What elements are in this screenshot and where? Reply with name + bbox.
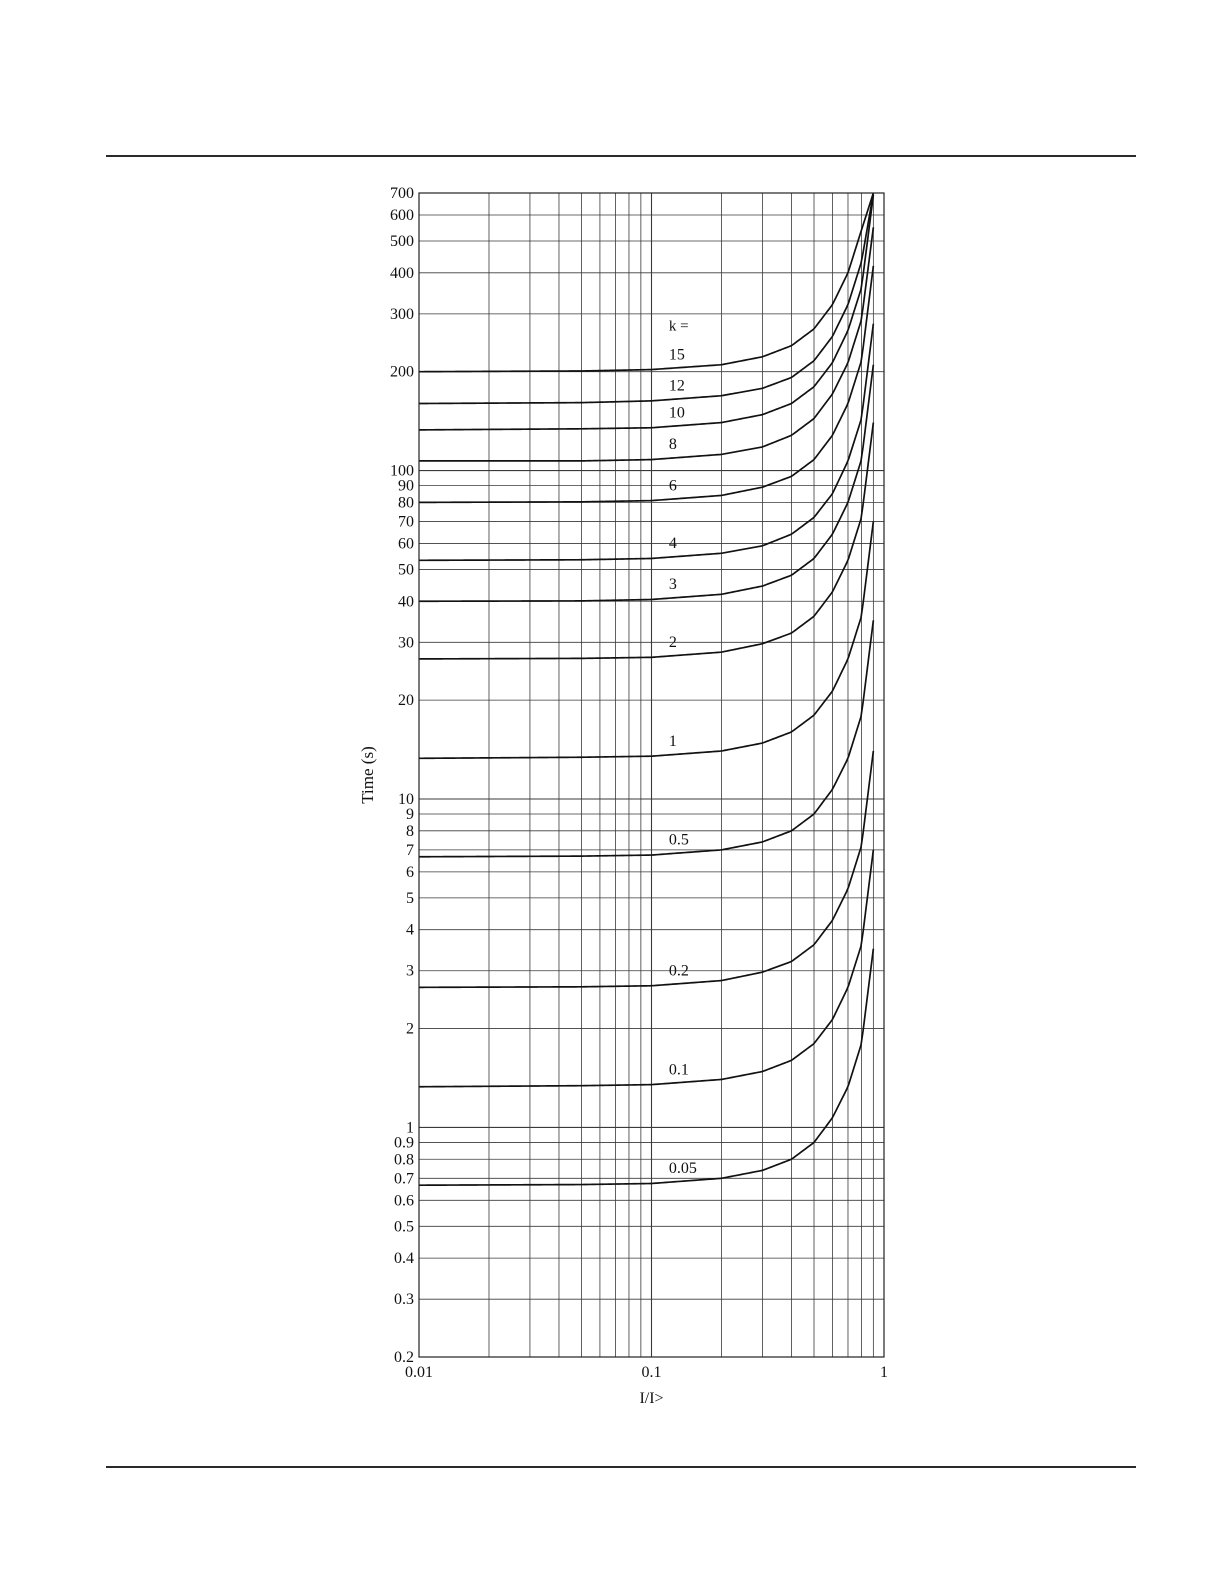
y-tick-label: 0.9 <box>394 1134 414 1152</box>
series-label: 8 <box>668 436 677 454</box>
curve-k-0.5 <box>419 620 873 856</box>
y-tick-label: 70 <box>398 513 414 531</box>
y-tick-label: 2 <box>406 1020 414 1038</box>
y-tick-label: 0.7 <box>394 1170 414 1188</box>
curve-k-0.05 <box>419 949 873 1185</box>
x-tick-label: 0.01 <box>405 1364 433 1381</box>
y-tick-label: 6 <box>406 863 414 881</box>
y-tick-label: 4 <box>406 921 414 939</box>
y-tick-label: 0.8 <box>394 1151 414 1169</box>
x-tick-label: 0.1 <box>641 1364 662 1381</box>
curve-k-2 <box>419 423 873 659</box>
curve-k-1 <box>419 521 873 758</box>
y-tick-label: 0.5 <box>394 1218 414 1236</box>
y-tick-label: 100 <box>390 462 414 480</box>
x-tick-labels <box>405 1364 888 1381</box>
curve-k-8 <box>419 227 873 461</box>
y-tick-label: 700 <box>390 185 414 202</box>
x-axis-label: I/I> <box>639 1390 664 1407</box>
series-labels <box>669 318 697 1177</box>
y-tick-label: 500 <box>390 232 414 250</box>
y-tick-label: 600 <box>390 206 414 224</box>
y-tick-label: 1 <box>406 1119 414 1137</box>
y-tick-labels <box>390 185 414 1366</box>
series-label: 0.05 <box>668 1160 697 1178</box>
series-label: 6 <box>668 477 677 495</box>
series-label: 15 <box>668 346 685 364</box>
series-label: 0.5 <box>668 831 689 849</box>
y-tick-label: 80 <box>398 494 414 512</box>
y-tick-label: 60 <box>398 535 414 553</box>
y-tick-label: 5 <box>406 889 414 907</box>
curve-k-4 <box>419 324 873 561</box>
series-label: 0.1 <box>668 1061 689 1079</box>
series-label: 12 <box>668 377 685 395</box>
series-label: 2 <box>668 633 677 651</box>
series-label: 1 <box>668 732 677 750</box>
series-label: 10 <box>668 404 685 422</box>
y-tick-label: 0.3 <box>394 1291 414 1309</box>
y-axis-label: Time (s) <box>358 746 377 804</box>
y-tick-label: 30 <box>398 634 414 652</box>
legend-header: k = <box>668 318 689 335</box>
curve-k-15 <box>419 193 873 372</box>
series-label: 0.2 <box>668 962 689 980</box>
x-tick-label: 1 <box>880 1364 888 1381</box>
y-tick-label: 20 <box>398 692 414 710</box>
y-tick-label: 400 <box>390 264 414 282</box>
y-tick-label: 0.6 <box>394 1192 414 1210</box>
curve-k-6 <box>419 266 873 503</box>
y-tick-label: 0.2 <box>394 1349 414 1366</box>
y-tick-label: 90 <box>398 477 414 495</box>
y-tick-label: 200 <box>390 363 414 381</box>
y-tick-label: 8 <box>406 822 414 840</box>
y-tick-label: 0.4 <box>394 1250 414 1268</box>
y-tick-label: 10 <box>398 790 414 808</box>
series-label: 3 <box>668 576 677 594</box>
y-tick-label: 40 <box>398 593 414 611</box>
curve-k-10 <box>419 195 873 430</box>
chart-curves <box>419 193 873 1185</box>
y-tick-label: 300 <box>390 305 414 323</box>
curve-k-0.2 <box>419 751 873 987</box>
y-tick-label: 9 <box>406 806 414 824</box>
curve-k-0.1 <box>419 850 873 1087</box>
y-tick-label: 3 <box>406 962 414 980</box>
y-tick-label: 50 <box>398 561 414 579</box>
series-label: 4 <box>668 535 677 553</box>
y-tick-label: 7 <box>406 841 414 859</box>
chart-grid <box>419 193 884 1357</box>
